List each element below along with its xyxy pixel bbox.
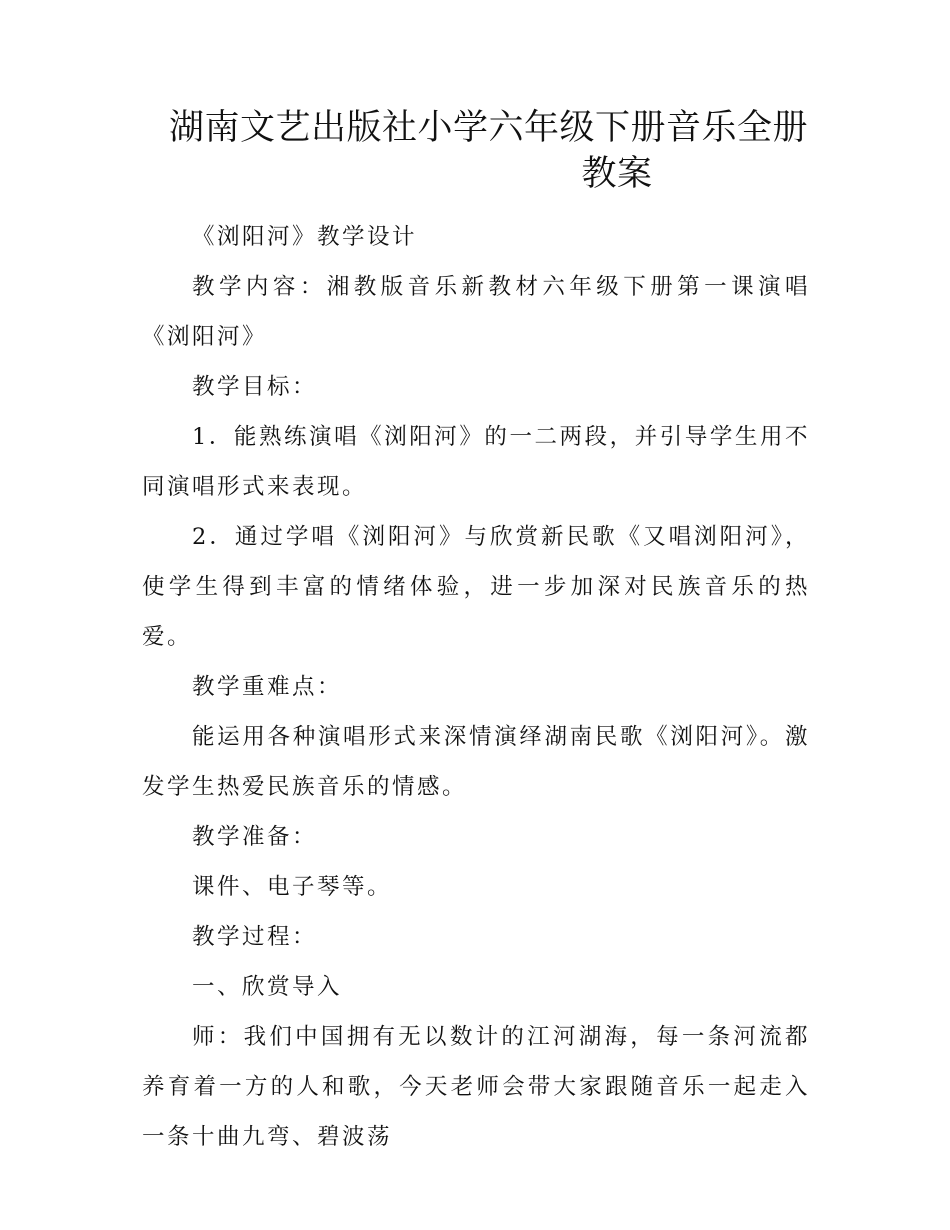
paragraph-key-points-heading: 教学重难点： — [192, 674, 343, 700]
paragraph-process-heading: 教学过程： — [192, 924, 318, 950]
paragraph-key-points: 能运用各种演唱形式来深情演绎湖南民歌《浏阳河》。激发学生热爱民族音乐的情感。 — [142, 724, 810, 800]
paragraph-goal-1: 1．能熟练演唱《浏阳河》的一二两段，并引导学生用不同演唱形式来表现。 — [142, 424, 810, 500]
paragraph-teacher-intro: 师：我们中国拥有无以数计的江河湖海，每一条河流都养育着一方的人和歌，今天老师会带大家跟随音乐一起走入一条十曲九弯、碧波荡 — [142, 1024, 810, 1150]
document-title-line-1: 湖南文艺出版社小学六年级下册音乐全册 — [168, 108, 808, 148]
document-body — [142, 212, 810, 1162]
paragraph-section-1-heading: 一、欣赏导入 — [192, 974, 343, 1000]
paragraph-goals-heading: 教学目标： — [192, 374, 318, 400]
document-title-line-2 — [142, 149, 808, 199]
paragraph-preparation-heading: 教学准备： — [192, 824, 318, 850]
paragraph-goal-2: 2．通过学唱《浏阳河》与欣赏新民歌《又唱浏阳河》，使学生得到丰富的情绪体验，进一步加深对民族音乐的热爱。 — [142, 524, 810, 650]
paragraph-teaching-content: 教学内容：湘教版音乐新教材六年级下册第一课演唱《浏阳河》 — [142, 274, 810, 350]
paragraph-lesson-title: 《浏阳河》教学设计 — [192, 224, 418, 250]
document-title-line-2-text: 教案 — [581, 154, 653, 194]
paragraph-preparation: 课件、电子琴等。 — [192, 874, 393, 900]
